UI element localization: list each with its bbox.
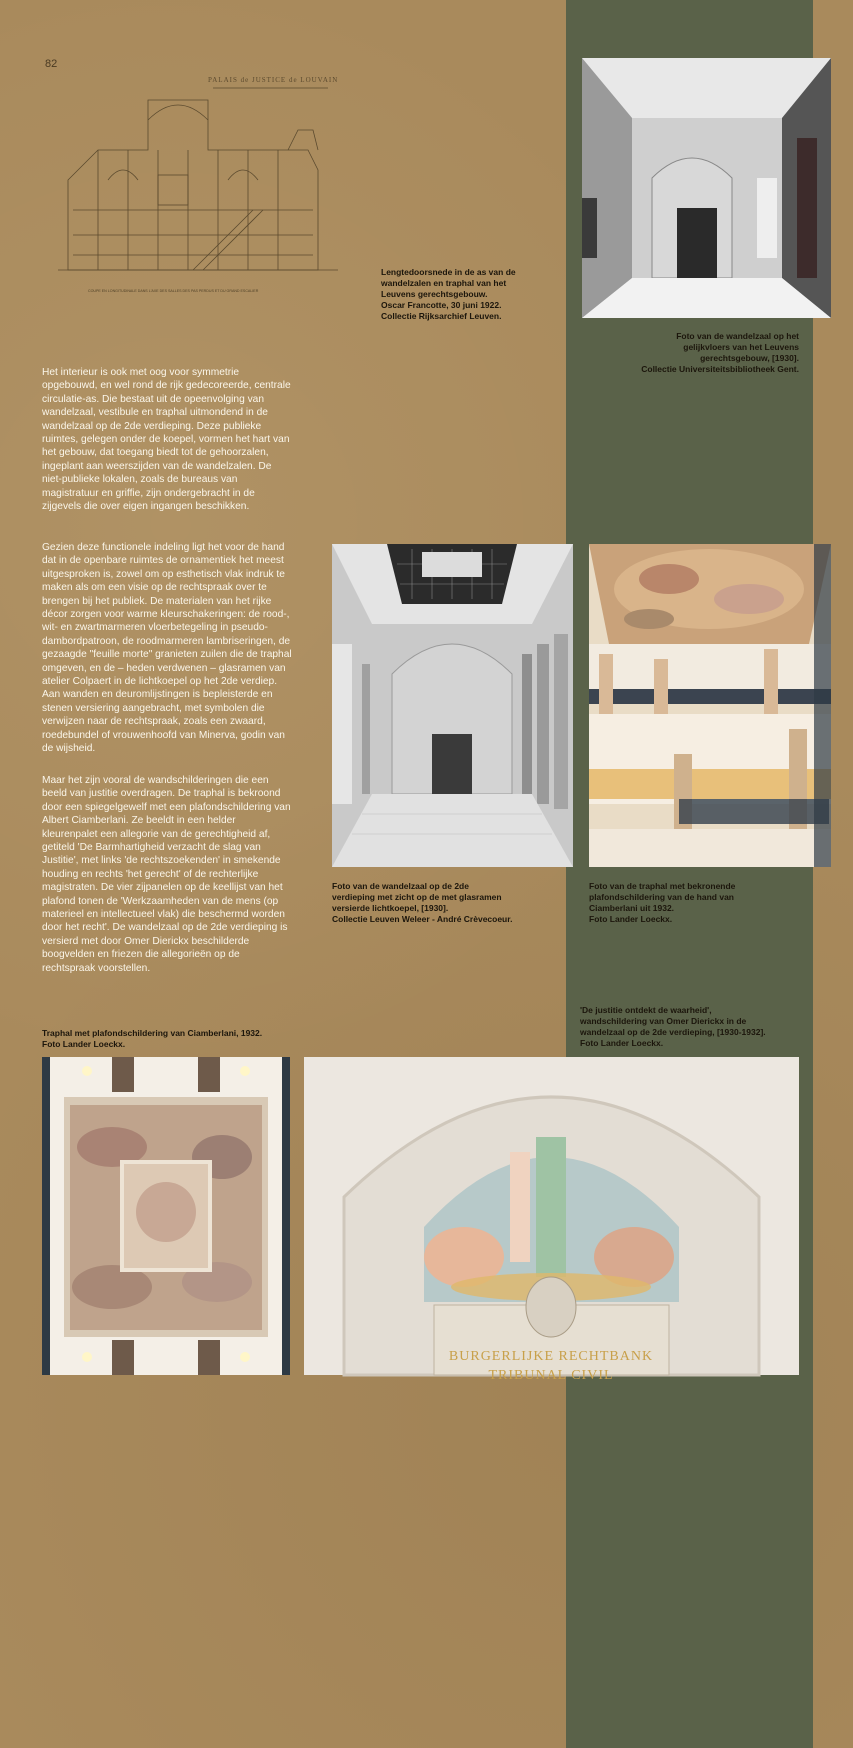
caption-stairwell: Foto van de traphal met bekronende plafondschildering van de hand van Ciamberlani uit 1932. Foto Lander Loeckx. [589,881,736,924]
body-paragraph-1: Het interieur is ook met oog voor symmetrie opgebouwd, en wel rond de rijk gedecoreerde, centrale circulatie-as. Die bestaat uit de opeenvolging van wandelzaal, vestibule en traphal uitmondend in de wandelzaal op de 2de verdieping. Deze publieke ruimtes, gelegen onder de koepel, vormen het hart van het gebouw, dat toegang biedt tot de gehoorzalen, ingeplant aan weerszijden van de wandelzalen. De niet-publieke lokalen, zoals de bureaus van magistratuur en griffie, zijn ondergebracht in de zijgevels die over eigen ingangen beschikken. [42,367,291,513]
photo-second-floor-hall [332,544,573,867]
photo-stairwell [589,544,831,867]
caption-mural: 'De justitie ontdekt de waarheid', wandschildering van Omer Dierickx in de wandelzaal op de 2de verdieping, [1930-1932]. Foto Lander Loeckx. [580,1005,766,1048]
drawing-footnote: COUPE EN LONGITUDINALE DANS L'AXE DES SALLES DES PAS PERDUS ET DU GRAND ESCALIER [88,289,259,293]
caption-ground-floor-hall: Foto van de wandelzaal op het gelijkvloers van het Leuvens gerechtsgebouw, [1930]. Collectie Universiteitsbibliotheek Gent. [641,331,799,374]
caption-ceiling: Traphal met plafondschildering van Ciamberlani, 1932. Foto Lander Loeckx. [42,1028,263,1049]
caption-second-floor-hall: Foto van de wandelzaal op de 2de verdieping met zicht op de met glasramen versierde lichtkoepel, [1930]. Collectie Leuven Weleer - André Crèvecoeur. [332,881,513,924]
drawing-title: PALAIS de JUSTICE de LOUVAIN [208,76,339,84]
mural-inscription-line1: BURGERLIJKE RECHTBANK [448,1349,654,1364]
photo-ground-floor-hall [582,58,831,318]
body-paragraph-2: Gezien deze functionele indeling ligt het voor de hand dat in de openbare ruimtes de ornamentiek het meest uitgesproken is, zowel om op esthetisch vlak indruk te maken als om een visie op de rechtspraak over te brengen bij het publiek. De materialen van het rijke décor zorgen voor warme kleurschakeringen: de rood-, wit- en zwartmarmeren vloerbetegeling in pseudo-dambordpatroon, de roodmarmeren lambriseringen, de gezaagde "feuille morte" granieten zuilen die de traphal omgeven, en de – heden verdwenen – glasramen van atelier Colpaert in de lichtkoepel op het 2de verdiep. Aan wanden en deuromlijstingen is bepleisterde en stenen versiering aangebracht, met symbolen die verwijzen naar de rechtspraak, zoals een zwaard, roedebundel of vrouwenhoofd van Minerva, godin van de wijsheid. [42,542,292,755]
body-paragraph-3: Maar het zijn vooral de wandschilderingen die een beeld van justitie overdragen. De traphal is bekroond door een spiegelgewelf met een plafondschildering van Albert Ciamberlani. Ze beeldt in een helder kleurenpalet een allegorie van de gerechtigheid af, getiteld 'De Barmhartigheid verzacht de slag van Justitie', met links 'de rechtszoekenden' in smekende houding en rechts 'het gerecht' of de rechterlijke magistraten. De vier zijpanelen op de keellijst van het plafond tonen de 'Werkzaamheden van de mens (op materieel en intellectueel vlak) die beschermd worden door het recht'. De wandelzaal op de 2de verdieping is versierd met door Omer Dierickx beschilderde boogvelden en friezen die allegorieën op de rechtspraak voorstellen. [42,775,291,974]
section-drawing [38,60,358,310]
photo-ceiling-painting [42,1057,290,1375]
photo-mural-justice [304,1057,799,1383]
mural-inscription-line2: TRIBUNAL CIVIL [488,1368,614,1383]
page-number: 82 [45,58,58,70]
caption-drawing: Lengtedoorsnede in de as van de wandelzalen en traphal van het Leuvens gerechtsgebouw. Oscar Francotte, 30 juni 1922. Collectie Rijksarchief Leuven. [381,267,516,321]
